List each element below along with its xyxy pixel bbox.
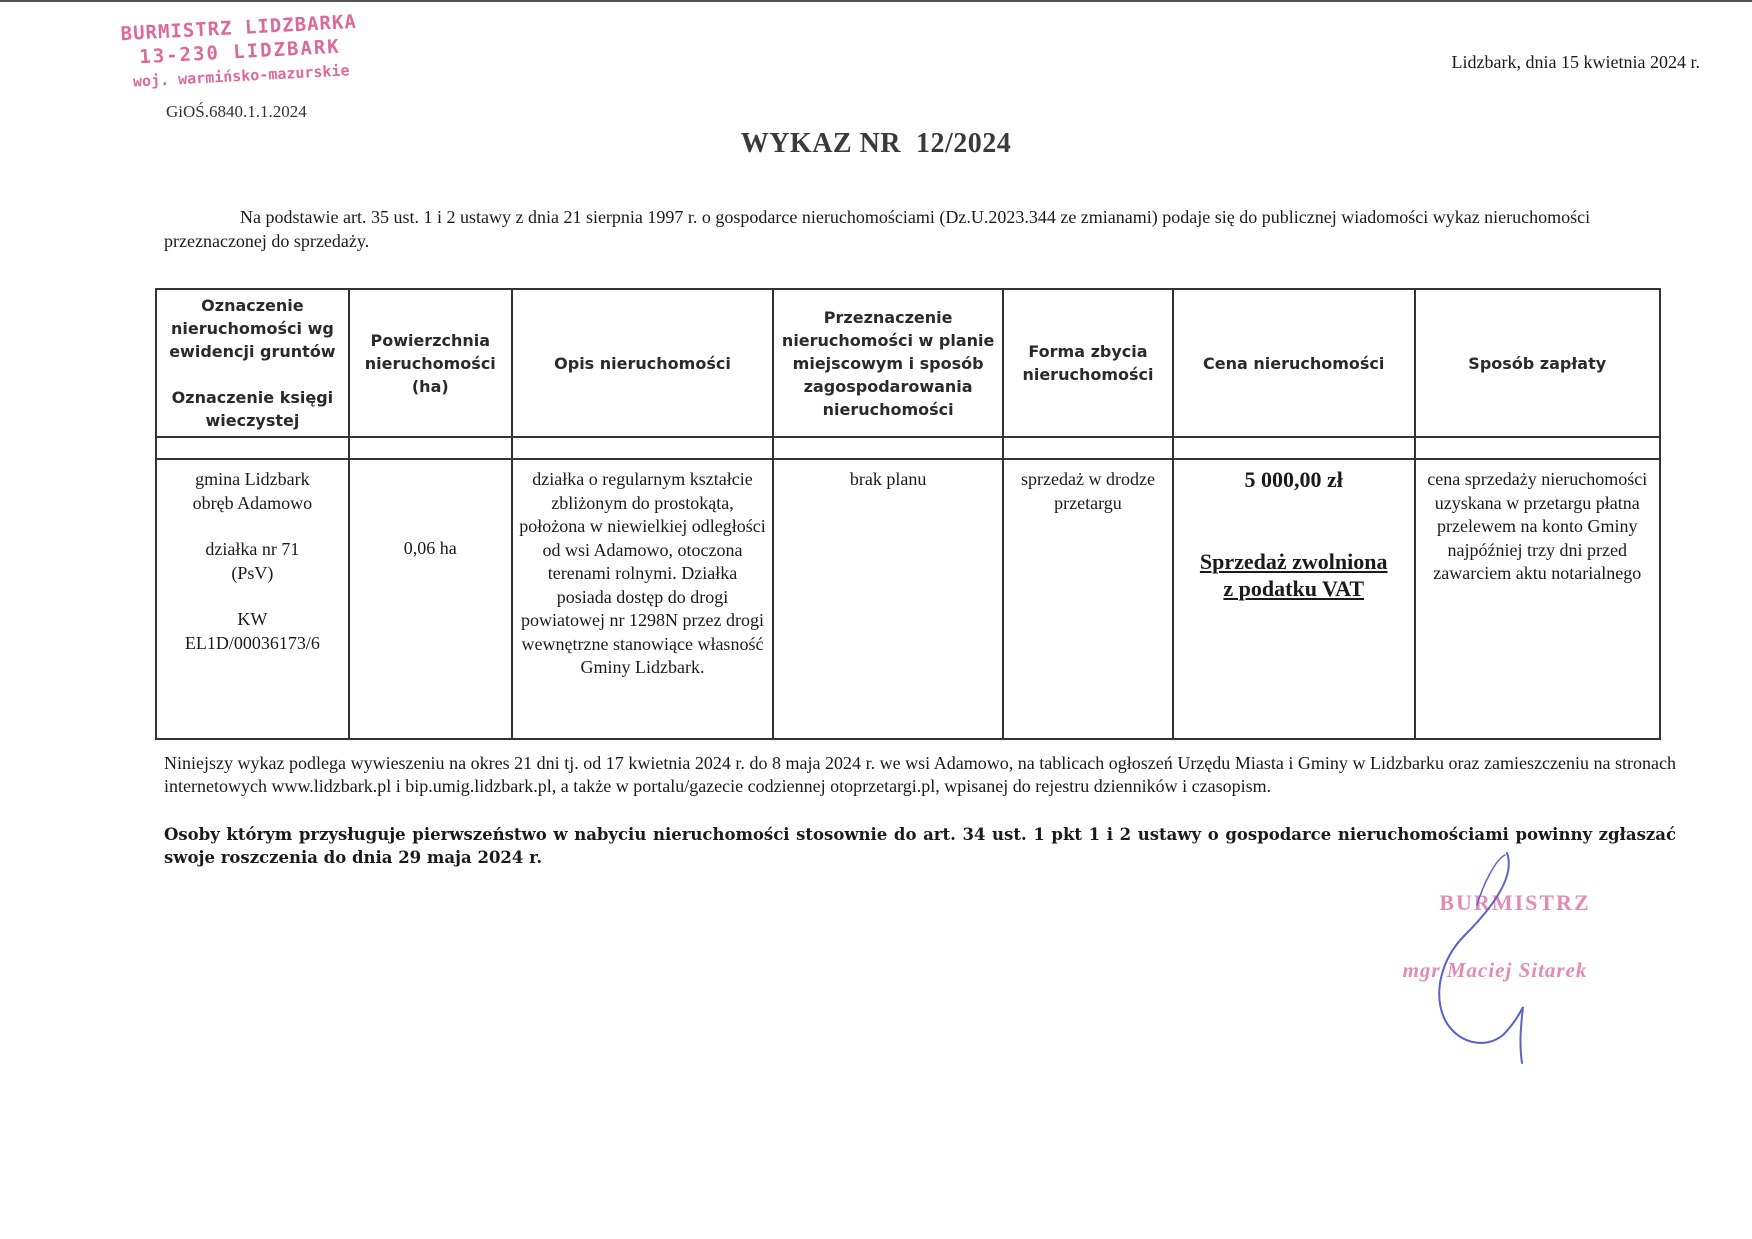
header-area: Powierzchnia nieruchomości (ha) [349, 289, 512, 437]
cell-description: działka o regularnym kształcie zbliżonym do prostokąta, położona w niewielkiej odległości od wsi Adamowo, otoczona terenami rolnymi. Działka posiada dostęp do drogi powiatowej nr 1298N przez drogi wewnętrzne stanowiące własność Gminy Lidzbark. [512, 459, 774, 739]
cell-designation [156, 459, 349, 739]
cell-area-value: 0,06 ha [403, 538, 457, 558]
document-title: WYKAZ NR 12/2024 [740, 128, 1012, 159]
header-designation [156, 289, 349, 437]
cell-form: sprzedaż w drodze przetargu [1003, 459, 1173, 739]
posting-notice: Niniejszy wykaz podlega wywieszeniu na okres 21 dni tj. od 17 kwietnia 2024 r. do 8 maja 2024 r. we wsi Adamowo, na tablicach ogłoszeń Urzędu Miasta i Gminy w Lidzbarku oraz zamieszczeniu na stronach internetowych www.lidzbark.pl i bip.umig.lidzbark.pl, a także w portalu/gazecie codziennej otoprzetargi.pl, wpisanej do rejestru dzienników i czasopism. [164, 753, 1676, 796]
office-stamp [98, 9, 381, 96]
cell-plan: brak planu [773, 459, 1003, 739]
header-form: Forma zbycia nieruchomości [1003, 289, 1173, 437]
table-header-row [156, 289, 1660, 437]
header-designation-landbook: Oznaczenie księgi wieczystej [171, 388, 334, 430]
header-purpose: Przeznaczenie nieruchomości w planie miejscowym i sposób zagospodarowania nieruchomości [773, 289, 1003, 437]
document-date: Lidzbark, dnia 15 kwietnia 2024 r. [1451, 52, 1700, 72]
cell-municipality: gmina Lidzbark [195, 469, 310, 489]
stamp-line-2: 13-230 LIDZBARK [138, 35, 342, 69]
signature-stamp-title: BURMISTRZ [1439, 890, 1591, 915]
vat-exemption: Sprzedaż zwolniona z podatku VAT [1199, 548, 1388, 601]
stamp-line-3: woj. warmińsko-mazurskie [132, 61, 350, 91]
property-table [155, 288, 1661, 740]
reference-number: GiOŚ.6840.1.1.2024 [166, 102, 307, 121]
priority-notice: Osoby którym przysługuje pierwszeństwo w nabyciu nieruchomości stosownie do art. 34 ust. 1 pkt 1 i 2 ustawy o gospodarce nieruchomościami powinny zgłaszać swoje roszczenia do dnia 29 maja 2024 r. [164, 825, 1676, 867]
cell-precinct: obręb Adamowo [192, 492, 313, 513]
cell-parcel-use: (PsV) [231, 562, 274, 583]
intro-paragraph: Na podstawie art. 35 ust. 1 i 2 ustawy z dnia 21 sierpnia 1997 r. o gospodarce nieruchomościami (Dz.U.2023.344 ze zmianami) podaje się do publicznej wiadomości wykaz nieruchomości przeznaczonej do sprzedaży. [164, 207, 1591, 251]
table-spacer-row [156, 437, 1660, 459]
cell-payment: cena sprzedaży nieruchomości uzyskana w przetargu płatna przelewem na konto Gminy najpóźniej trzy dni przed zawarciem aktu notarialnego [1415, 459, 1661, 739]
header-designation-registry: Oznaczenie nieruchomości wg ewidencji gruntów [169, 296, 336, 361]
table-row [156, 459, 1660, 739]
stamp-line-1: BURMISTRZ LIDZBARKA [120, 10, 358, 46]
cell-kw-label: KW [237, 609, 268, 629]
header-price: Cena nieruchomości [1173, 289, 1415, 437]
handwritten-signature [1395, 845, 1575, 1075]
header-description: Opis nieruchomości [512, 289, 774, 437]
cell-price [1173, 459, 1415, 739]
header-payment: Sposób zapłaty [1415, 289, 1661, 437]
top-border-line [0, 0, 1752, 2]
signature-stamp-name: mgr Maciej Sitarek [1402, 958, 1588, 982]
price-value: 5 000,00 zł [1244, 467, 1343, 492]
cell-kw-number: EL1D/00036173/6 [184, 632, 320, 653]
cell-parcel: działka nr 71 [205, 539, 300, 559]
cell-area [349, 459, 512, 739]
